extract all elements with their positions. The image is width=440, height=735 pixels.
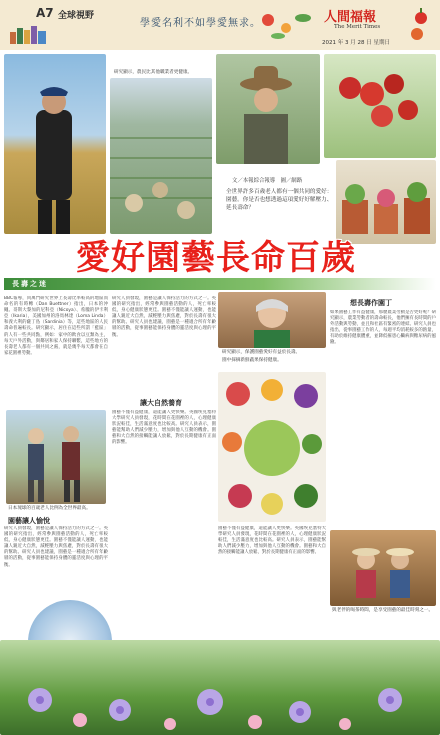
vegetables-photo [218, 372, 326, 522]
issue-date: 2021 年 3 月 28 日 星期日 [322, 40, 390, 46]
section-name: 全球視野 [58, 11, 95, 21]
leaf-decoration-icon [258, 8, 318, 42]
article-headline: 愛好園藝長命百歲 [76, 238, 356, 278]
caption-woman: 研究顯示，保護園藝愛好有益於長壽。 [222, 350, 301, 355]
header-slogan: 學愛名利不如學愛無求。 [140, 18, 261, 29]
article-byline: 文／本報綜合報導 圖／網路 [232, 178, 303, 184]
smiling-woman-photo [218, 292, 326, 348]
apples-photo [324, 54, 436, 158]
section-title-nature: 讓大自然養育 [140, 399, 182, 407]
caption-vegetables: 園中採摘新鮮蔬果保持健康。 [222, 358, 282, 363]
rice-paddy-photo [110, 78, 212, 234]
old-man-hat-photo [216, 54, 320, 164]
page-header [0, 0, 440, 50]
caption-couple: 與老伴的喝茶時間，是享受園藝的最佳時刻之一。 [332, 608, 434, 613]
body-column-1b: 研究人員發現，園藝是讓人保持活力的方式之一。英國的研究指出，經常參與園藝活動的人，死亡率較低，身心健康狀態更佳。園藝不僅能讓人運動，也能讓人親近大自然，減輕壓力與焦慮，對於長壽有很大的幫助。研究人員也建議，園藝是一種適合所有年齡層的活動，從事園藝能保持身體的靈活度與心理的平衡。 [4, 526, 108, 568]
page-label: A7 [36, 6, 54, 20]
body-column-3: 園藝不僅有益健康，還能讓人更快樂。英國埃克塞特大學研究人員發現，花時間在花園裡的人，心理健康狀況較佳，生活滿意度也比較高。研究人員表示，園藝能幫助人們減少壓力，增加與他人互動的機會。園藝和大自然的接觸能讓人放鬆，對於長期健康有正面的影響。 [218, 526, 326, 556]
newspaper-logo-en: The Merit Times [334, 24, 381, 30]
apple-icon [408, 8, 434, 44]
body-column-2: 研究人員發現，園藝是讓人保持活力的方式之一。英國的研究指出，經常參與園藝活動的人，死亡率較低，身心健康狀態更佳。園藝不僅能讓人運動，也能讓人親近大自然，減輕壓力與焦慮，對於長壽有很大的幫助。研究人員也建議，園藝是一種適合所有年齡層的活動，從事園藝能保持身體的靈活度與心理的平衡。 [112, 296, 216, 338]
couple-tea-photo [330, 530, 436, 606]
caption-okinawa: 日本琉球的百歲老人比例為全世界最高。 [8, 506, 91, 511]
newspaper-logo: 人間福報 [324, 10, 377, 25]
body-column-1: BBC報導，同萬門研究世界上長壽比率較高的地區而命名的有時轉（Dan Buettner）指出，日本的沖繩、哥斯大黎加的尼科亞（Nicoya）、希臘的伊卡利亞（Ikaria），美國加州的洛馬林達（Loma Linda）和義大利的薩丁島（Sardinia）等，這些地區的人民壽命普遍較長。研究顯示，居住在這些所謂「藍區」的人有一些共同點，例如：家中的飲食以豆類為主，每天戶外活動，與鄰居和家人保持聯繫，這些地方的長壽老人都有一個共同之處，就是幾乎每天都會在自家花園裡勞動。 [4, 296, 108, 356]
body-column-2b: 園藝不僅有益健康，還能讓人更快樂。英國埃克塞特大學研究人員發現，花時間在花園裡的人，心理健康狀況較佳，生活滿意度也比較高。研究人員表示，園藝能幫助人們減少壓力，增加與他人互動的機會。園藝和大自然的接觸能讓人放鬆，對於長期健康有正面的影響。 [112, 410, 216, 446]
article-intro: 全世界許多百歲老人都有一個共同的愛好：園藝。你是否也想透過這項愛好好解壓力、延長壽命？ [226, 189, 333, 211]
section-title-joy: 園藝讓人愉悅 [8, 517, 50, 525]
section-bar [4, 278, 436, 290]
books-icon [8, 22, 50, 44]
body-column-4: 如果園藝工作有益健康，那麼農業勞動是否更好呢？研究顯示，農業勞動者的壽命較長，他們擁有長時間的戶外活動與勞動，並且和社區有緊密的連結。研究人員也指出，從事園藝工作的人，每週平均消耗較多的熱量，有助於維持健康體重，並降低罹患心臟病與糖尿病的風險。 [330, 310, 436, 346]
caption-farmers: 研究顯示，農民比其他職業者更健康。 [114, 70, 193, 75]
section-title-garden: 想長壽作園丁 [350, 299, 392, 307]
farmer-wheat-photo [4, 54, 106, 234]
section-title-longlife: 長壽之迷 [12, 280, 48, 288]
elderly-hikers-photo [6, 410, 106, 504]
morning-glory-banner [0, 640, 440, 735]
